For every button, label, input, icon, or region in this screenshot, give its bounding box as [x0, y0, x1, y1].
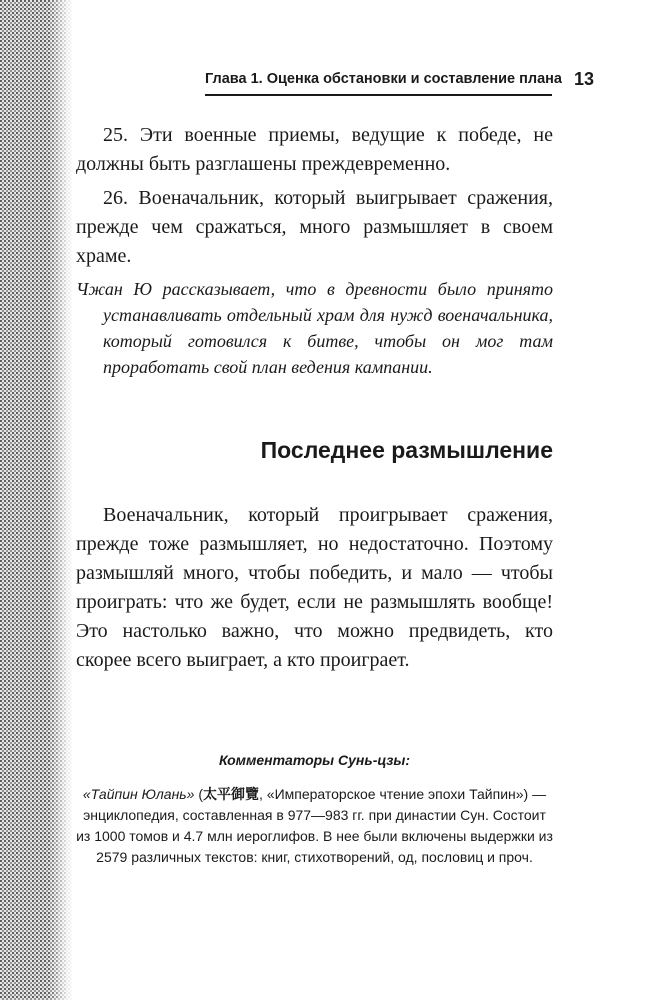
page-edge-fade: [48, 0, 76, 1000]
footnote-open-paren: (: [194, 786, 203, 802]
commentary-zhang-yu: Чжан Ю рассказывает, что в древности было принято устанавливать отдельный храм для нужд военачальника, который готовился к битве, чтобы он мог там проработать свой план ведения кампании.: [76, 279, 553, 377]
footnote-body: [76, 784, 553, 868]
footnote-description: , «Императорское чтение эпохи Тайпин») — энциклопедия, составленная в 977—983 гг. при династии Сун. Состоит из 1000 томов и 4.7 млн иероглифов. В нее были включены выдержки из 2579 различных текстов: книг, стихотворений, од, пословиц и проч.: [76, 786, 553, 865]
footnote-title: Комментаторы Сунь-цзы:: [219, 752, 410, 768]
section-heading: Последнее размышление: [260, 437, 553, 463]
section-body: Военачальник, который проигрывает сражения, прежде тоже размышляет, но недостаточно. Поэтому размышляй много, чтобы победить, и мало — чтобы проиграть: что же будет, если не размышлять вообще! Это настолько важно, что можно предвидеть, кто скорее всего выиграет, а кто проиграет.: [76, 504, 553, 671]
paragraph-26: 26. Военачальник, который выигрывает сражения, прежде чем сражаться, много размышляет в своем храме.: [76, 187, 553, 267]
paragraph-25: 25. Эти военные приемы, ведущие к победе, не должны быть разглашены преждевременно.: [76, 124, 553, 175]
footnote-work-title: «Тайпин Юлань»: [82, 786, 195, 802]
page-number: 13: [574, 69, 595, 89]
running-header: Глава 1. Оценка обстановки и составление плана: [205, 68, 552, 96]
footnote-hanzi: 太平御覽: [203, 786, 259, 802]
